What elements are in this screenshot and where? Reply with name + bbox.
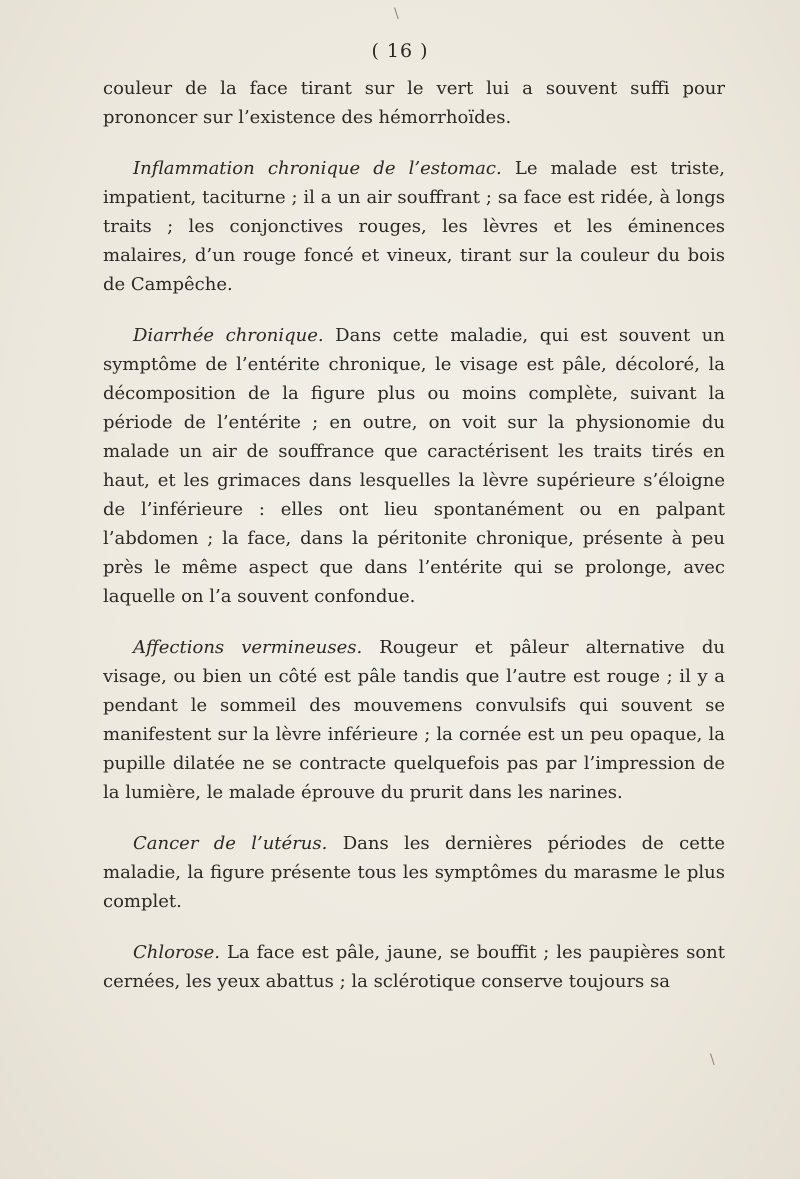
- paragraph-diarrhee: [103, 321, 725, 611]
- paper-speck-mark: \: [394, 6, 399, 22]
- paper-speck-mark: \: [710, 1052, 715, 1068]
- paragraph-body: La face est pâle, jaune, se bouffit ; les paupières sont cernées, les yeux abattus ; la sclérotique conserve toujours sa: [103, 942, 725, 992]
- paragraph-estomac: [103, 154, 725, 299]
- paragraph-continuation: [103, 74, 725, 132]
- page-number: ( 16 ): [371, 40, 429, 62]
- paragraph-chlorose: [103, 938, 725, 996]
- paragraph-body: Le malade est triste, impatient, taciturne ; il a un air souffrant ; sa face est ridée, à longs traits ; les conjonctives rouges, les lèvres et les éminences malaires, d’un rouge foncé et vineux, tirant sur la couleur du bois de Campêche.: [103, 158, 725, 295]
- paragraph-cancer: [103, 829, 725, 916]
- paragraph-body: Rougeur et pâleur alternative du visage, ou bien un côté est pâle tandis que l’autre est rouge ; il y a pendant le sommeil des mouvemens convulsifs qui souvent se manifestent sur la lèvre inférieure ; la cornée est un peu opaque, la pupille dilatée ne se contracte quelquefois pas par l’impression de la lumière, le malade éprouve du prurit dans les narines.: [103, 637, 726, 803]
- page-body: [103, 74, 725, 1018]
- paragraph-heading: Inflammation chronique de l’estomac.: [133, 158, 502, 179]
- paragraph-heading: Cancer de l’utérus.: [133, 833, 328, 854]
- paragraph-heading: Affections vermineuses.: [133, 637, 363, 658]
- paragraph-vermineuses: [103, 633, 725, 807]
- paragraph-body: Dans les dernières périodes de cette maladie, la figure présente tous les symptômes du marasme le plus complet.: [103, 833, 725, 912]
- paragraph-body: Dans cette maladie, qui est souvent un symptôme de l’entérite chronique, le visage est pâle, décoloré, la décomposition de la figure plus ou moins complète, suivant la période de l’entérite ; en outre, on voit sur la physionomie du malade un air de souffrance que caractérisent les traits tirés en haut, et les grimaces dans lesquelles la lèvre supérieure s’éloigne de l’inférieure : elles ont lieu spontanément ou en palpant l’abdomen ; la face, dans la péritonite chronique, présente à peu près le même aspect que dans l’entérite qui se prolonge, avec laquelle on l’a souvent confondue.: [103, 325, 725, 607]
- paragraph-heading: Diarrhée chronique.: [133, 325, 324, 346]
- paragraph-heading: Chlorose.: [133, 942, 221, 963]
- paragraph-body: couleur de la face tirant sur le vert lui a souvent suffi pour prononcer sur l’existence des hémorrhoïdes.: [103, 78, 725, 128]
